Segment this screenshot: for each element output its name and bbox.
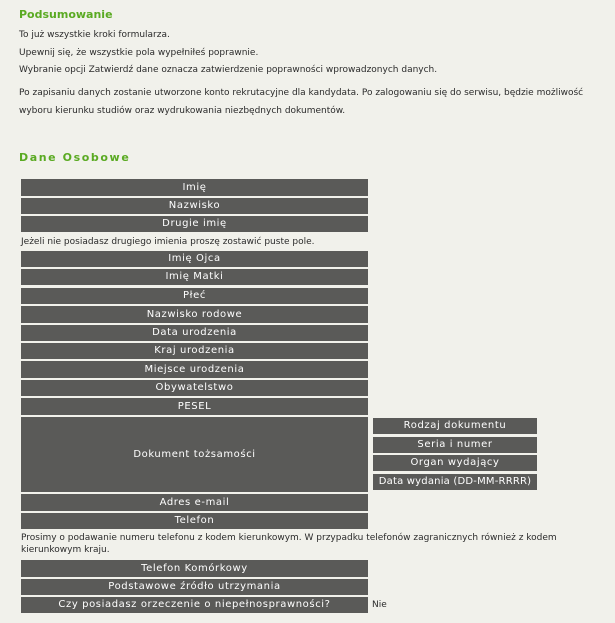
field-label-citizenship: Obywatelstwo <box>21 380 368 396</box>
field-label-birth-date: Data urodzenia <box>21 325 368 341</box>
field-label-middle-name: Drugie imię <box>21 216 368 232</box>
summary-line-2: Upewnij się, że wszystkie pola wypełniłeś poprawnie. <box>19 48 259 58</box>
summary-line-3: Wybranie opcji Zatwierdź dane oznacza zatwierdzenie poprawności wprowadzonych danych. <box>19 65 438 75</box>
field-label-gender: Płeć <box>21 288 368 304</box>
field-label-mother-name: Imię Matki <box>21 269 368 285</box>
phone-note: Prosimy o podawanie numeru telefonu z kodem kierunkowym. W przypadku telefonów zagranicznych również z kodem kierunkowym kraju. <box>21 533 557 555</box>
field-label-disability: Czy posiadasz orzeczenie o niepełnosprawności? <box>21 597 368 613</box>
id-document-issue-date-label: Data wydania (DD-MM-RRRR) <box>373 474 537 490</box>
summary-line-4: Po zapisaniu danych zostanie utworzone konto rekrutacyjne dla kandydata. Po zalogowaniu się do serwisu, będzie możliwość wyboru kierunku studiów oraz wydrukowania niezbędnych dokumentów. <box>19 88 584 116</box>
field-label-birth-country: Kraj urodzenia <box>21 343 368 359</box>
id-document-series-label: Seria i numer <box>373 437 537 453</box>
field-label-income-source: Podstawowe źródło utrzymania <box>21 579 368 595</box>
field-label-mobile: Telefon Komórkowy <box>21 560 368 577</box>
personal-data-title: Dane Osobowe <box>19 151 131 164</box>
field-label-family-name: Nazwisko rodowe <box>21 306 368 323</box>
disability-value: Nie <box>372 600 387 610</box>
field-label-birth-place: Miejsce urodzenia <box>21 361 368 378</box>
field-label-pesel: PESEL <box>21 398 368 415</box>
id-document-issuer-label: Organ wydający <box>373 455 537 471</box>
field-label-id-document: Dokument tożsamości <box>21 417 368 492</box>
field-label-email: Adres e-mail <box>21 494 368 511</box>
summary-title: Podsumowanie <box>19 8 113 21</box>
middle-name-note: Jeżeli nie posiadasz drugiego imienia proszę zostawić puste pole. <box>21 237 315 247</box>
summary-line-1: To już wszystkie kroki formularza. <box>19 30 170 40</box>
field-label-first-name: Imię <box>21 179 368 196</box>
id-document-type-label: Rodzaj dokumentu <box>373 418 537 434</box>
field-label-last-name: Nazwisko <box>21 198 368 214</box>
field-label-father-name: Imię Ojca <box>21 251 368 267</box>
field-label-phone: Telefon <box>21 513 368 529</box>
